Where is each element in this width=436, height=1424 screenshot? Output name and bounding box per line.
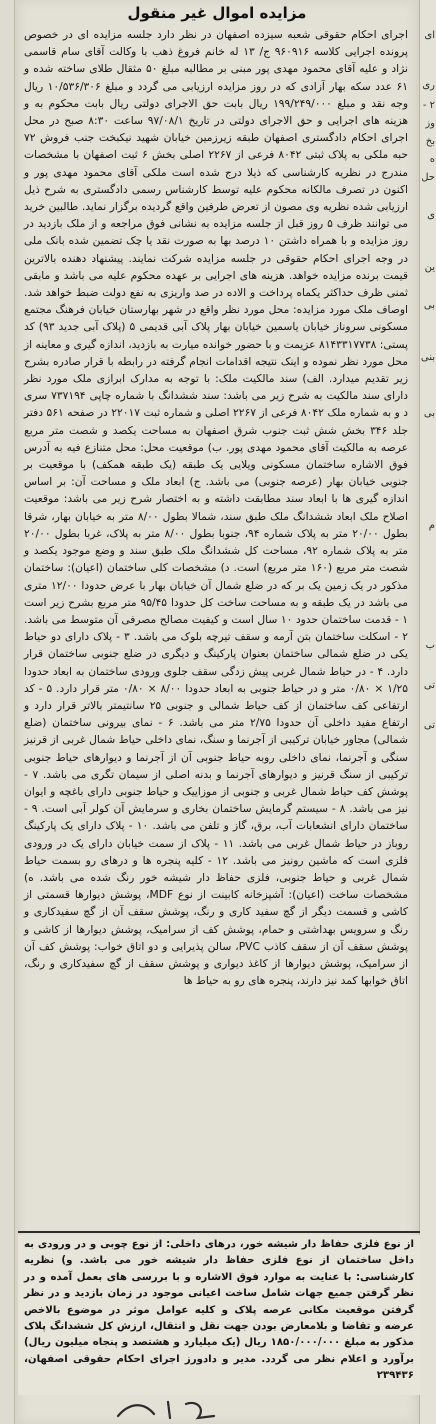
neighbor-fragment: ای: [424, 30, 435, 41]
neighbor-fragment: حل: [421, 172, 435, 183]
ad-footer: [18, 1235, 420, 1395]
neighbor-fragment: م: [428, 520, 435, 531]
left-margin: [0, 0, 15, 1424]
neighbor-fragment: تی: [423, 720, 435, 731]
neighbor-fragment: بی: [423, 300, 435, 311]
neighbor-fragment: تی: [423, 680, 435, 691]
neighbor-fragment: بی: [423, 408, 435, 419]
neighbor-fragment: بخ: [425, 136, 435, 147]
neighbor-fragment: ب: [425, 640, 435, 651]
neighbor-fragment: ۲ -: [422, 100, 435, 111]
neighbor-fragment: بنی: [420, 352, 435, 363]
neighbor-fragment: ری: [422, 80, 435, 91]
neighbor-fragment: ی: [427, 210, 435, 221]
auction-ad-column: [18, 0, 416, 1424]
neighbor-fragment: ین: [424, 262, 435, 273]
adjacent-column-strip: [419, 0, 436, 1424]
section-divider: [18, 1231, 420, 1233]
neighbor-fragment: ه: [429, 154, 435, 165]
neighbor-fragment: وز: [425, 118, 435, 129]
ad-footer-text: از نوع فلزی حفاظ دار شیشه خور، درهای داخلی: از نوع چوبی و در ورودی به داخل ساختمان از نوع فلزی حفاظ دار شیشه خور می باشد. و) نظریه کارشناسی: با عنایت به موارد فوق الاشاره و با بررسی های بعمل آمده و در نظر گرفتن جمیع جهات شامل ساخت اعیانی موجود در زمان بازدید و در نظر گرفتن موقعیت مکانی عرصه پلاک و کلیه عوامل موثر در موضوع بالاخص عرضه و تقاضا و بلامعارض بودن جهت نقل و انتقال، ارزش کل ششدانگ پلاک مذکور به مبلغ ۱۸۵۰/۰۰۰/۰۰۰ ریال (یک میلیارد و هشتصد و پنجاه میلیون ریال) برآورد و اعلام نظر می گردد. مدیر و دادورز اجرای احکام حقوقی اصفهان، ۲۳۹۴۳۶: [24, 1239, 414, 1382]
handwritten-mark: [110, 1396, 230, 1422]
ad-title: مزایده اموال غیر منقول: [127, 4, 307, 22]
ad-body: اجرای احکام حقوقی شعبه سیزده اصفهان در نظر دارد جلسه مزایده ای در خصوص پرونده اجرایی کلاسه ۹۶۰۹۱۶ ج/ ۱۳ له خانم فروغ ذهب با وکالت آقای سام قاسمی نژاد و علیه آقای محمود مهدی پور مبنی بر مطالبه مبلغ ۵۰ مثقال طلای ساخته شده و ۶۱ عدد سکه بهار آزادی که در روز مزایده ارزیابی می گردد و مبلغ ۱۰/۵۳۶/۳۰۶ ریال وجه نقد و مبلغ ۱۹۹/۲۴۹/۰۰۰ ریال بابت حق الاجرای دولتی ریال بابت محکوم به و هزینه های اجرایی و حق الاجرای دولتی در تاریخ ۹۷/۰۸/۱ ساعت ۸:۳۰ صبح در محل اجرای احکام دادگستری اصفهان طبقه زیرزمین خیابان شهید نیکبخت جنب فروش ۷۲ حبه ملکی به پلاک ثبتی ۸۰۴۲ فرعی از ۲۲۶۷ اصلی بخش ۶ ثبت اصفهان با مشخصات مندرج در نظریه کارشناسی که ذیلا درج شده است ملکی آقای محمود مهدی پور و اکنون در تصرف مالکانه محکوم علیه توسط کارشناس رسمی دادگستری به شرح ذیل ارزیابی شده نظریه وی مصون از تعرض طرفین واقع گردیده برگزار نماید. طالبین خرید می توانند ظرف ۵ روز قبل از جلسه مزایده به نشانی فوق مراجعه و از ملک بازدید در روز مزایده و با همراه داشتن ۱۰ درصد بها به صورت نقد یا چک تضمین شده بانک ملی در وجه اجرای احکام حقوقی در جلسه مزایده شرکت نمایند. پیشنهاد دهنده بالاترین قیمت برنده مزایده خواهد. هزینه های اجرایی بر عهده محکوم علیه می باشد و مابقی ثمنی ظرف حداکثر یکماه پرداخت و الاده در صد واریزی به نفع دولت ضبط خواهد شد. اوصاف ملک مورد مزایده: محل مورد نظر واقع در شهر بهارستان خیابان فرهنگ مجتمع مسکونی سروناز خیابان یاسمین خیابان بهار پلاک آبی قدیمی ۵ (پلاک آبی جدید ۹۳) کد پستی: ۸۱۴۳۳۱۷۷۳۸ عزیمت و با حضور خوانده میارت به بازدید، اندازه گیری و معاینه از محل مورد نظر نموده و اینک نتیجه اقدامات انجام گرفته در رابطه با قرار صادره بشرح زیر تقدیم میدارد. الف) سند مالکیت ملک: با توجه به مدارک ابرازی ملک مورد نظر دارای سند مالکیت به شرح زیر می باشد: سند ششدانگ با شماره چاپی ۷۳۷۱۹۴ سری د و به شماره ملک ۸۰۴۲ فرعی از ۲۲۶۷ اصلی و شماره ثبت ۲۲۰۱۷ در صفحه ۵۶۱ دفتر جلد ۳۴۶ بخش شش ثبت جنوب شرق اصفهان به مساحت یکصد و شصت متر مربع عرصه به مالکیت آقای محمود مهدی پور. ب) موقعیت محل: محل متنازع فیه به آدرس فوق الاشاره ساختمان مسکونی ویلایی یک طبقه (یک طبقه همکف) با موقعیت بر جنوبی خیابان بهار (عرصه جنوبی) می باشد. ج) ابعاد ملک و مساحت آن: بر اساس اندازه گیری ها با ابعاد سند مطابقت داشته و به اختصار شرح زیر می باشد: موقعیت اصلاح ملک ابعاد ششدانگ ملک طبق سند، شمالا بطول ۸/۰۰ متر به خیابان بهار، شرقا بطول ۲۰/۰۰ متر به پلاک شماره ۹۴، جنوبا بطول ۸/۰۰ متر به پلاک، غربا بطول ۲۰/۰۰ متر به پلاک شماره ۹۲، مساحت کل ششدانگ ملک طبق سند و وضع موجود یکصد و شصت متر مربع (۱۶۰ متر مربع) است. د) مشخصات کلی ساختمان (اعیان): ساختمان مذکور در یک زمین یک بر که در ضلع شمال آن خیابان بهار با عرض حدودا ۱۲/۰۰ متری می باشد در یک طبقه و به مساحت ساخت کل حدودا ۹۵/۴۵ متر مربع بشرح زیر است ۱ - قدمت ساختمان حدود ۱۰ سال است و کیفیت مصالح مصرفی آن متوسط می باشد. ۲ - اسکلت ساختمان بتن آرمه و سقف تیرچه بلوک می باشد. ۳ - پلاک دارای دو حیاط یکی در ضلع شمالی ساختمان بعنوان پارکینگ و دیگری در ضلع جنوبی ساختمان قرار دارد. ۴ - در حیاط شمال غربی پیش زدگی سقف جلوی ورودی ساختمان به ابعاد حدودا ۱/۲۵ × ۰/۸۰ متر و در حیاط جنوبی به ابعاد حدودا ۸/۰۰ × ۰/۸۰ متر قرار دارد. ۵ - کد ارتفاعی کف ساختمان از کف حیاط شمالی و جنوبی ۲۵ سانتیمتر بالاتر قرار دارد و ارتفاع مفید داخلی آن حدودا ۲/۷۵ متر می باشد. ۶ - نمای بیرونی ساختمان (ضلع شمالی) مجاور خیابان ترکیبی از آجرنما و سنگ، نمای داخلی حیاط شمال غربی از قرنیز سنگی و آجرنما، نمای داخلی روبه حیاط جنوبی آن از آجرنما و دیوارهای حیاط جنوبی ترکیبی از سنگ قرنیز و دیوارهای آجرنما و بدنه اصلی از سیمان تگری می باشد. ۷ - پوشش کف حیاط شمال غربی و جنوبی از موزاییک و حیاط جنوبی دارای باغچه و ایوان نیز می باشد. ۸ - سیستم گرمایش ساختمان بخاری و سرمایش آن کولر آبی است. ۹ - ساختمان دارای انشعابات آب، برق، گاز و تلفن می باشد. ۱۰ - پلاک دارای یک پارکینگ روباز در حیاط شمال غربی می باشد. ۱۱ - پلاک از سمت خیابان دارای یک در ورودی فلزی است که ماشین رونیز می باشد. ۱۲ - کلیه پنجره ها و درهای رو بسمت حیاط شمال غربی و حیاط جنوبی، فلزی حفاظ دار شیشه خور رنگ شده می باشد. ه) مشخصات ساخت (اعیان): آشپزخانه کابینت از نوع MDF، پوشش دیوارها قسمتی از کاشی و قسمت دیگر از گچ سفید کاری و رنگ، پوشش سقف آن از گچ سفیدکاری و رنگ و سرویس بهداشتی و حمام، پوشش کف از سرامیک، پوشش دیوارها از کاشی و پوشش سقف آن از سقف کاذب PVC، سالن پذیرایی و دو اتاق خواب: پوشش کف آن از سرامیک، پوشش دیوارها از کاغذ دیواری و پوشش سقف از گچ سفیدکاری و رنگ، اتاق خوابها کمد نیز دارند، پنجره های رو به حیاط ها: [24, 28, 409, 988]
